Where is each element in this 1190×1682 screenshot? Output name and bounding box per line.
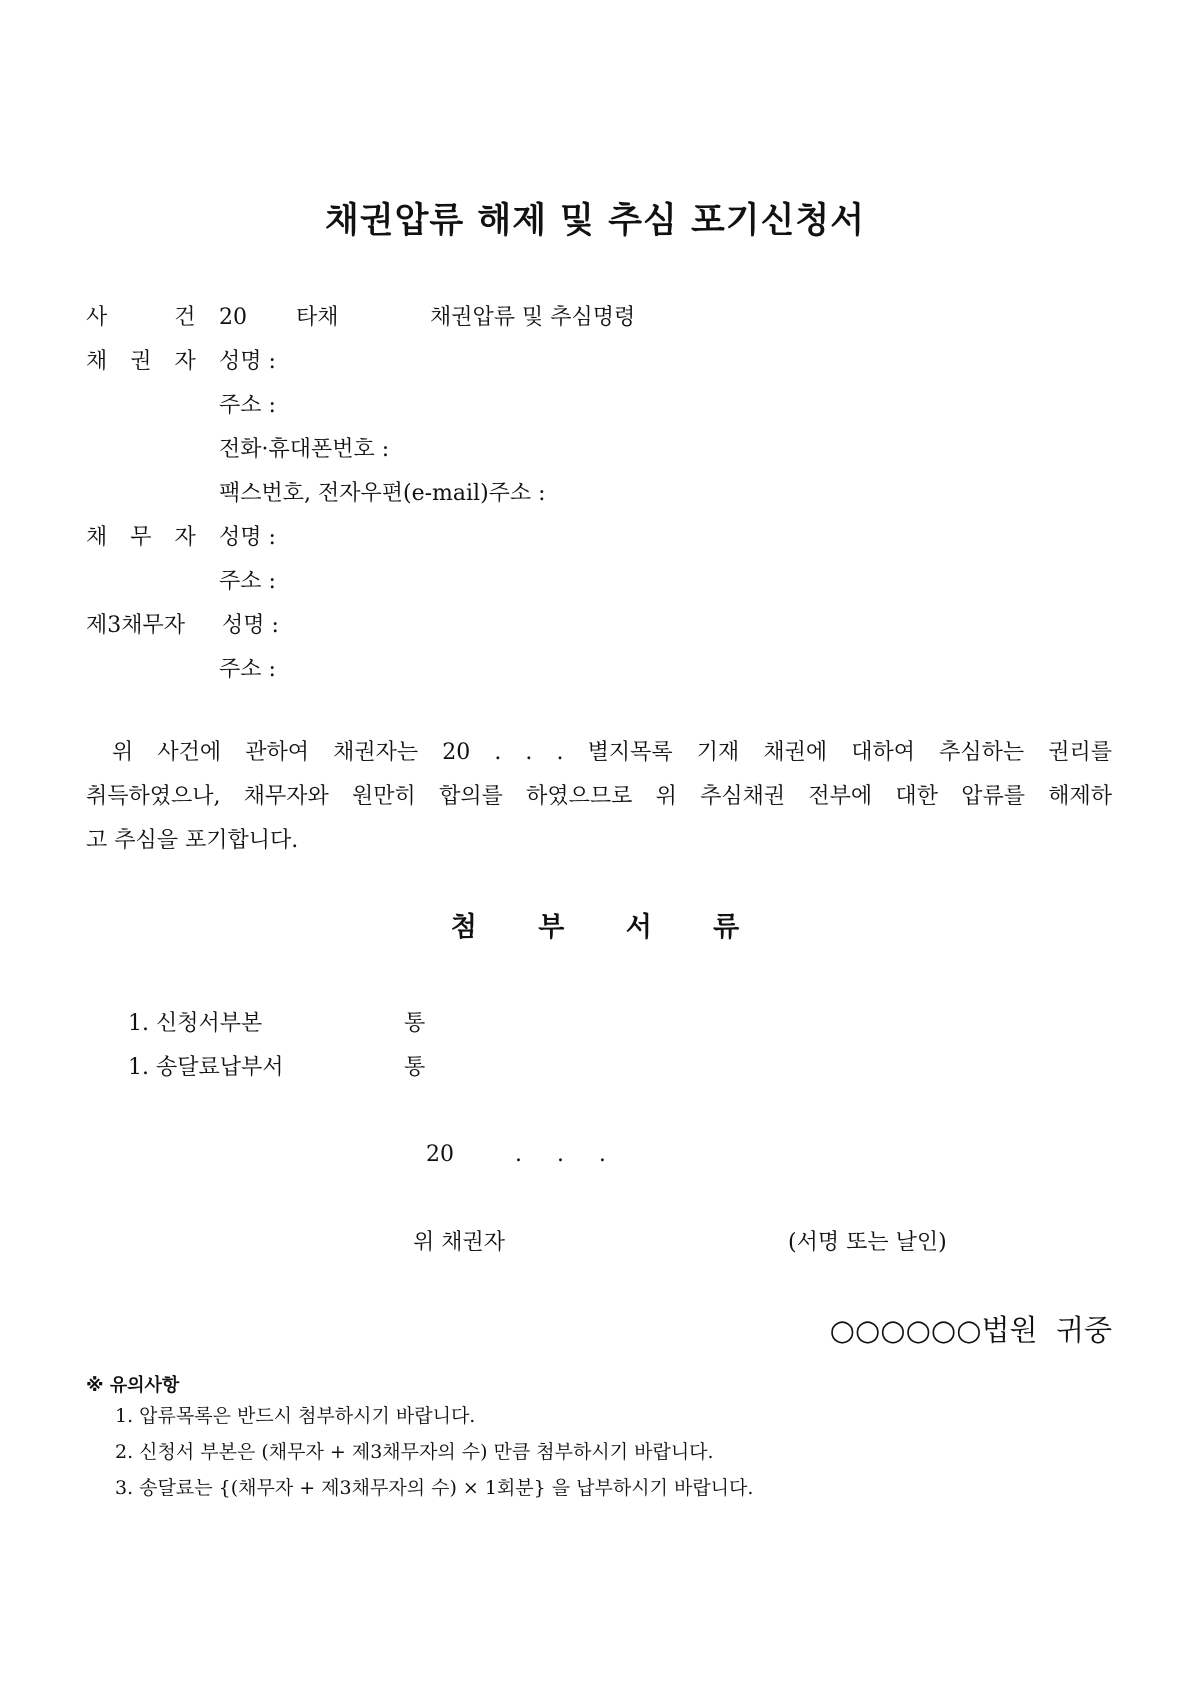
case-year: 20 — [219, 305, 247, 330]
attachment-item-unit: 통 — [404, 1055, 426, 1080]
attachments-title: 첨 부 서 류 — [450, 912, 766, 943]
body-paragraph — [86, 731, 1112, 863]
third-debtor-label: 제3채무자 — [86, 613, 186, 638]
attachment-item-label: 1. 송달료납부서 — [128, 1055, 284, 1080]
attachment-item-unit: 통 — [404, 1011, 426, 1036]
body-line: 위 사건에 관하여 채권자는 20 . . . 별지목록 기재 채권에 대하여 추심하는 권리를 — [112, 740, 1112, 765]
debtor-label: 채 무 자 — [86, 525, 204, 550]
case-name: 채권압류 및 추심명령 — [430, 305, 636, 330]
third-debtor-address-field: 주소 : — [219, 657, 276, 682]
debtor-address-field: 주소 : — [219, 569, 276, 594]
creditor-fax-email-field: 팩스번호, 전자우편(e-mail)주소 : — [219, 481, 546, 506]
court-addressee: ○○○○○○법원 귀중 — [829, 1313, 1112, 1347]
body-line: 고 추심을 포기합니다. — [86, 828, 299, 853]
date-dots: . . . — [515, 1142, 606, 1167]
creditor-address-field: 주소 : — [219, 393, 276, 418]
note-item: 3. 송달료는 {(채무자 + 제3채무자의 수) × 1회분} 을 납부하시기 바랍니다. — [115, 1477, 754, 1499]
signature-hint: (서명 또는 날인) — [788, 1230, 947, 1255]
creditor-name-field: 성명 : — [219, 349, 276, 374]
creditor-phone-field: 전화·휴대폰번호 : — [219, 437, 390, 462]
creditor-label: 채 권 자 — [86, 349, 204, 374]
note-item: 1. 압류목록은 반드시 첨부하시기 바랍니다. — [115, 1405, 476, 1427]
notes-title: ※ 유의사항 — [86, 1375, 180, 1396]
attachment-item-label: 1. 신청서부본 — [128, 1011, 263, 1036]
case-label: 사 건 — [86, 305, 226, 330]
body-line: 취득하였으나, 채무자와 원만히 합의를 하였으므로 위 추심채권 전부에 대한 압류를 해제하 — [86, 784, 1112, 809]
signer-label: 위 채권자 — [413, 1230, 506, 1255]
case-type: 타채 — [296, 305, 339, 330]
third-debtor-name-field: 성명 : — [222, 613, 279, 638]
document-title: 채권압류 해제 및 추심 포기신청서 — [324, 201, 866, 241]
date-year: 20 — [426, 1142, 454, 1167]
note-item: 2. 신청서 부본은 (채무자 + 제3채무자의 수) 만큼 첨부하시기 바랍니다. — [115, 1441, 714, 1463]
debtor-name-field: 성명 : — [219, 525, 276, 550]
